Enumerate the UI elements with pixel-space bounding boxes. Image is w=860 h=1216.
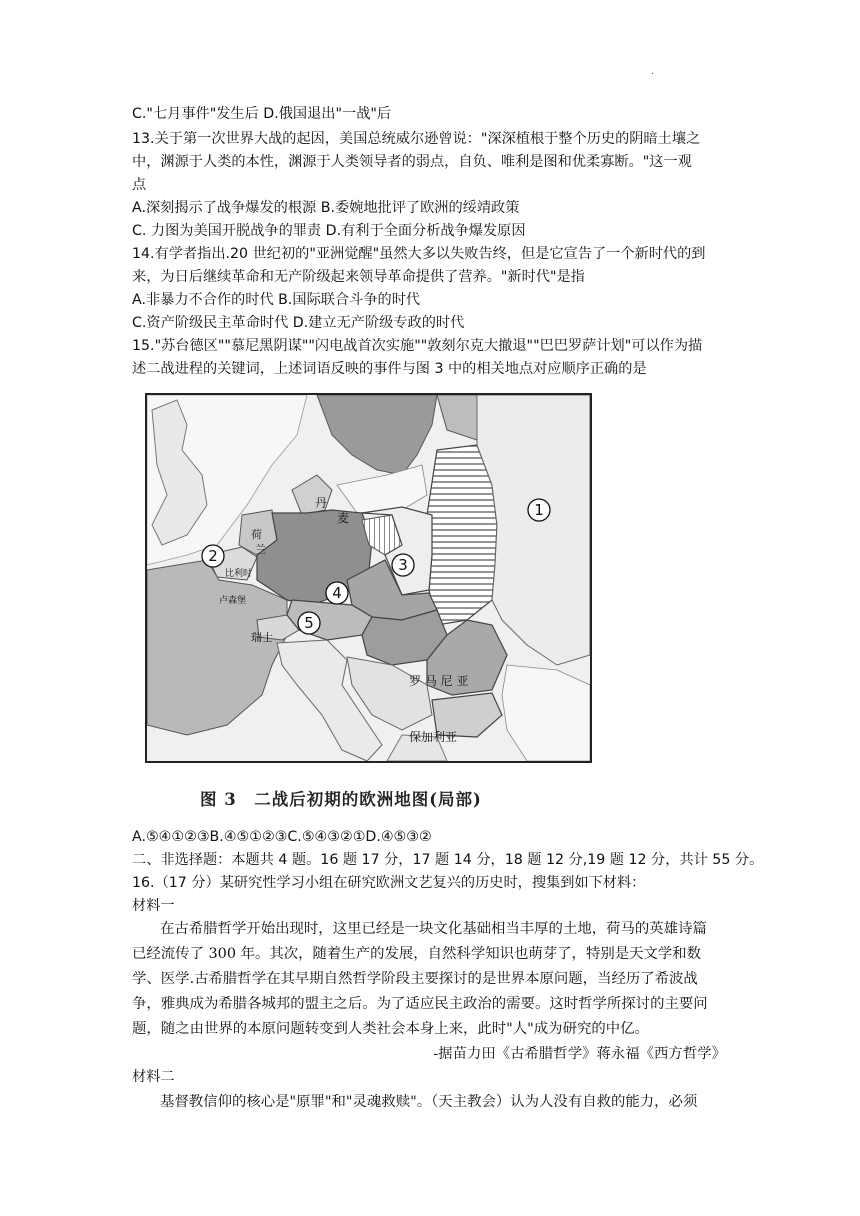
svg-text:3: 3: [398, 556, 408, 574]
europe-map: [145, 393, 592, 763]
label-denmark-text: 丹: [315, 496, 328, 510]
q12-options: C."七月事件"发生后 D.俄国退出"一战"后: [132, 106, 392, 122]
label-romania: 罗 马 尼 亚: [409, 674, 469, 688]
q15-options: A.⑤④①②③B.④⑤①②③C.⑤④③②①D.④⑤③②: [132, 829, 432, 845]
material-1-line-2: 已经流传了 300 年。其次，随着生产的发展，自然科学知识也萌芽了，特别是天文学和数: [132, 946, 702, 962]
section-2-heading: 二、非选择题：本题共 4 题。16 题 17 分，17 题 14 分，18 题 12 分,19 题 12 分，共计 55 分。: [132, 852, 764, 868]
material-1-line-1: 在古希腊哲学开始出现时，这里已经是一块文化基础相当丰厚的土地，荷马的英雄诗篇: [160, 921, 707, 937]
material-2-title: 材料二: [132, 1069, 175, 1085]
svg-text:兰: 兰: [255, 543, 266, 556]
label-switzerland: 瑞士: [251, 631, 273, 644]
label-belgium: 比利时: [225, 569, 253, 579]
svg-text:麦: 麦: [337, 511, 350, 525]
label-bulgaria: 保加利亚: [409, 730, 458, 744]
q14-options-line-2: C.资产阶级民主革命时代 D.建立无产阶级专政的时代: [132, 315, 465, 331]
label-netherlands: 荷: [251, 528, 262, 541]
material-1-title: 材料一: [132, 898, 175, 914]
map-caption: 图 3 二战后初期的欧洲地图(局部): [200, 790, 482, 809]
q13-stem-line-3: 点: [132, 177, 147, 193]
label-denmark: [315, 496, 327, 510]
q15-stem-line-2: 述二战进程的关键词，上述词语反映的事件与图 3 中的相关地点对应顺序正确的是: [132, 361, 647, 377]
svg-text:1: 1: [534, 501, 544, 519]
marker-3: [392, 554, 414, 576]
marker-5: [298, 612, 320, 634]
q15-stem-line-1: 15."苏台德区""慕尼黑阴谋""闪电战首次实施""敦刻尔克大撤退""巴巴罗萨计划"可以作为描: [132, 338, 703, 354]
material-1-source: -据苗力田《古希腊哲学》蒋永福《西方哲学》: [433, 1046, 726, 1062]
marker-1: [528, 499, 550, 521]
svg-text:2: 2: [208, 547, 218, 565]
q13-options-line-1: A.深刻揭示了战争爆发的根源 B.委婉地批评了欧洲的绥靖政策: [132, 200, 520, 216]
q16-intro: 16.（17 分）某研究性学习小组在研究欧洲文艺复兴的历史时，搜集到如下材料：: [132, 875, 646, 891]
label-luxembourg: 卢森堡: [219, 596, 247, 606]
svg-text:4: 4: [332, 584, 342, 602]
q13-options-line-2: C. 力图为美国开脱战争的罪责 D.有利于全面分析战争爆发原因: [132, 223, 526, 239]
q14-options-line-1: A.非暴力不合作的时代 B.国际联合斗争的时代: [132, 292, 421, 308]
svg-text:5: 5: [304, 614, 314, 632]
marker-4: [326, 582, 348, 604]
q14-stem-line-1: 14.有学者指出.20 世纪初的"亚洲觉醒"虽然大多以失败告终，但是它宣告了一个新时代的到: [132, 246, 706, 262]
marker-2: [202, 545, 224, 567]
material-1-line-3: 学、医学.古希腊哲学在其早期自然哲学阶段主要探讨的是世界本原问题，当经历了希波战: [132, 971, 698, 987]
material-1-line-5: 题，随之由世界的本原问题转变到人类社会本身上来，此时"人"成为研究的中亿。: [132, 1021, 649, 1037]
material-1-line-4: 争，雅典成为希腊各城邦的盟主之后。为了适应民主政治的需要。这时哲学所探讨的主要问: [132, 996, 708, 1012]
q14-stem-line-2: 来，为日后继续革命和无产阶级起来领导革命提供了营养。"新时代"是指: [132, 269, 585, 285]
q13-stem-line-2: 中，渊源于人类的本性，渊源于人类领导者的弱点，自负、唯利是图和优柔寡断。"这一观: [132, 154, 692, 170]
q13-stem-line-1: 13.关于第一次世界大战的起因，美国总统威尔逊曾说："深深植根于整个历史的阴暗土壤之: [132, 131, 701, 147]
material-2-line-1: 基督教信仰的核心是"原罪"和"灵魂救赎"。（天主教会）认为人没有自救的能力，必须: [160, 1094, 698, 1110]
page-mark: .: [651, 66, 655, 77]
